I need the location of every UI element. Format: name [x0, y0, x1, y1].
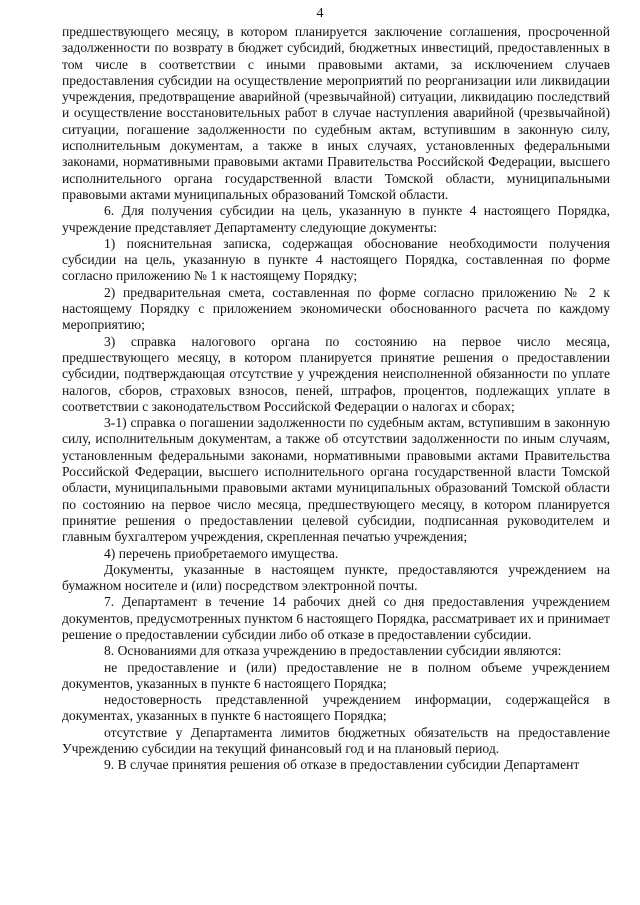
paragraph-continuation: предшествующего месяцу, в котором планируется заключение соглашения, просроченной задолженности по возврату в бюджет субсидий, бюджетных инвестиций, предоставленных в том числе в соответствии с иными правовыми актами, за исключением случаев предоставления субсидии на осуществление мероприятий по реорганизации или ликвидации учреждения, предотвращение аварийной (чрезвычайной) ситуации, ликвидацию последствий и осуществление восстановительных работ в случае наступления аварийной (чрезвычайной) ситуации, погашение задолженности по судебным актам, вступившим в законную силу, исполнительным документам, а также в иных случаях, установленных федеральными законами, нормативными правовыми актами Правительства Российской Федерации, высшего исполнительного органа государственной власти Томской области, муниципальными правовыми актами муниципальных образований Томской области.: [62, 24, 610, 202]
paragraph-subitem-3: 3) справка налогового органа по состоянию на первое число месяца, предшествующего месяцу, в котором планируется принятие решения о предоставлении субсидии, подтверждающая отсутствие у учреждения неисполненной обязанности по уплате налогов, сборов, страховых взносов, пеней, штрафов, процентов, подлежащих уплате в соответствии с законодательством Российской Федерации о налогах и сборах;: [62, 333, 610, 414]
paragraph-refusal-reason-3: отсутствие у Департамента лимитов бюджетных обязательств на предоставление Учреждению субсидии на текущий финансовый год и на плановый период.: [62, 724, 610, 757]
paragraph-subitem-4: 4) перечень приобретаемого имущества.: [104, 545, 339, 561]
paragraph-subitem-1: 1) пояснительная записка, содержащая обоснование необходимости получения субсидии на цель, указанную в пункте 4 настоящего Порядка, составленная по форме согласно приложению № 1 к настоящему Порядку;: [62, 235, 610, 284]
page-number: 4: [316, 6, 324, 21]
document-body: [62, 24, 610, 774]
paragraph-subitem-3-1: 3-1) справка о погашении задолженности по судебным актам, вступившим в законную силу, исполнительным документам, а также об отсутствии задолженности по иным случаям, установленным федеральными законами, нормативными правовыми актами Правительства Российской Федерации, высшего исполнительного органа государственной власти Томской области, муниципальными правовыми актами муниципальных образований Томской области по состоянию на первое число месяца, предшествующего месяцу, в котором планируется принятие решения о предоставлении целевой субсидии, подписанная руководителем и главным бухгалтером учреждения, скрепленная печатью учреждения;: [62, 415, 610, 545]
paragraph-subitem-2: 2) предварительная смета, составленная по форме согласно приложению № 2 к настоящему Порядку с приложением экономически обоснованного расчета по каждому мероприятию;: [62, 284, 610, 333]
paragraph-item-7: 7. Департамент в течение 14 рабочих дней со дня предоставления учреждением документов, предусмотренных пунктом 6 настоящего Порядка, рассматривает их и принимает решение о предоставлении субсидии либо об отказе в предоставлении субсидии.: [62, 594, 610, 642]
paragraph-documents-note: Документы, указанные в настоящем пункте, предоставляются учреждением на бумажном носителе и (или) посредством электронной почты.: [62, 561, 610, 594]
paragraph-refusal-reason-2: недостоверность представленной учреждением информации, содержащейся в документах, указанных в пункте 6 настоящего Порядка;: [62, 692, 610, 724]
paragraph-item-6: 6. Для получения субсидии на цель, указанную в пункте 4 настоящего Порядка, учреждение представляет Департаменту следующие документы:: [62, 203, 610, 235]
paragraph-item-8: 8. Основаниями для отказа учреждению в предоставлении субсидии являются:: [104, 643, 562, 659]
paragraph-item-9: 9. В случае принятия решения об отказе в предоставлении субсидии Департамент: [104, 757, 580, 773]
paragraph-refusal-reason-1: не предоставление и (или) предоставление не в полном объеме учреждением документов, указанных в пункте 6 настоящего Порядка;: [62, 659, 610, 691]
